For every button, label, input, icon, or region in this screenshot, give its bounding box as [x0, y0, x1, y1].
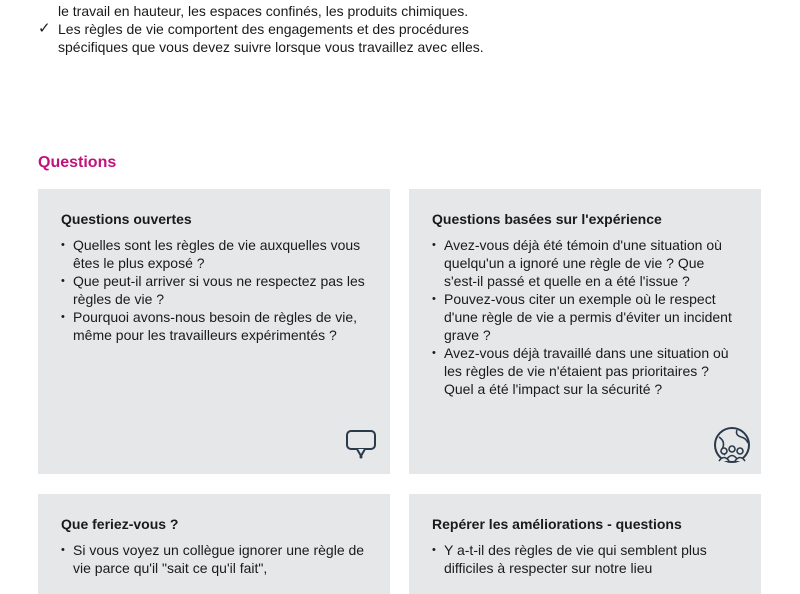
checklist	[38, 20, 498, 56]
checkmark-icon: ✓	[38, 20, 51, 37]
card-list	[432, 236, 737, 398]
list-item: • Y a-t-il des règles de vie qui semblent plus difficiles à respecter sur notre lieu	[432, 541, 737, 577]
card-what-would-you-do	[38, 494, 390, 594]
list-item: • Avez-vous déjà travaillé dans une situation où les règles de vie n'étaient pas prioritaires ? Quel a été l'impact sur la sécurité ?	[432, 344, 737, 398]
list-item: • Avez-vous déjà été témoin d'une situation où quelqu'un a ignoré une règle de vie ? Que s'est-il passé et quelle en a été l'issue ?	[432, 236, 737, 290]
intro-block	[38, 0, 498, 56]
team-globe-icon	[711, 425, 753, 467]
section-title: Questions	[38, 154, 117, 171]
card-open-questions	[38, 189, 390, 474]
card-title: Questions basées sur l'expérience	[432, 211, 662, 227]
card-title: Que feriez-vous ?	[61, 516, 179, 532]
card-title: Repérer les améliorations - questions	[432, 516, 682, 532]
card-title: Questions ouvertes	[61, 211, 192, 227]
card-list	[61, 236, 366, 344]
intro-continuation-text: le travail en hauteur, les espaces confinés, les produits chimiques.	[58, 3, 469, 19]
list-item: • Pouvez-vous citer un exemple où le respect d'une règle de vie a permis d'éviter un incident grave ?	[432, 290, 737, 344]
list-item: • Que peut-il arriver si vous ne respectez pas les règles de vie ?	[61, 272, 366, 308]
card-list	[432, 541, 737, 577]
checklist-item	[38, 20, 498, 56]
card-list	[61, 541, 366, 577]
list-item: • Si vous voyez un collègue ignorer une règle de vie parce qu'il "sait ce qu'il fait",	[61, 541, 366, 577]
card-improvement-questions	[409, 494, 761, 594]
intro-continuation	[38, 2, 498, 20]
list-item: • Quelles sont les règles de vie auxquelles vous êtes le plus exposé ?	[61, 236, 366, 272]
list-item: • Pourquoi avons-nous besoin de règles de vie, même pour les travailleurs expérimentés ?	[61, 308, 366, 344]
checklist-item-text: Les règles de vie comportent des engagements et des procédures spécifiques que vous devez suivre lorsque vous travaillez avec elles.	[58, 21, 484, 55]
card-experience-questions	[409, 189, 761, 474]
chat-bubble-icon	[345, 429, 377, 461]
